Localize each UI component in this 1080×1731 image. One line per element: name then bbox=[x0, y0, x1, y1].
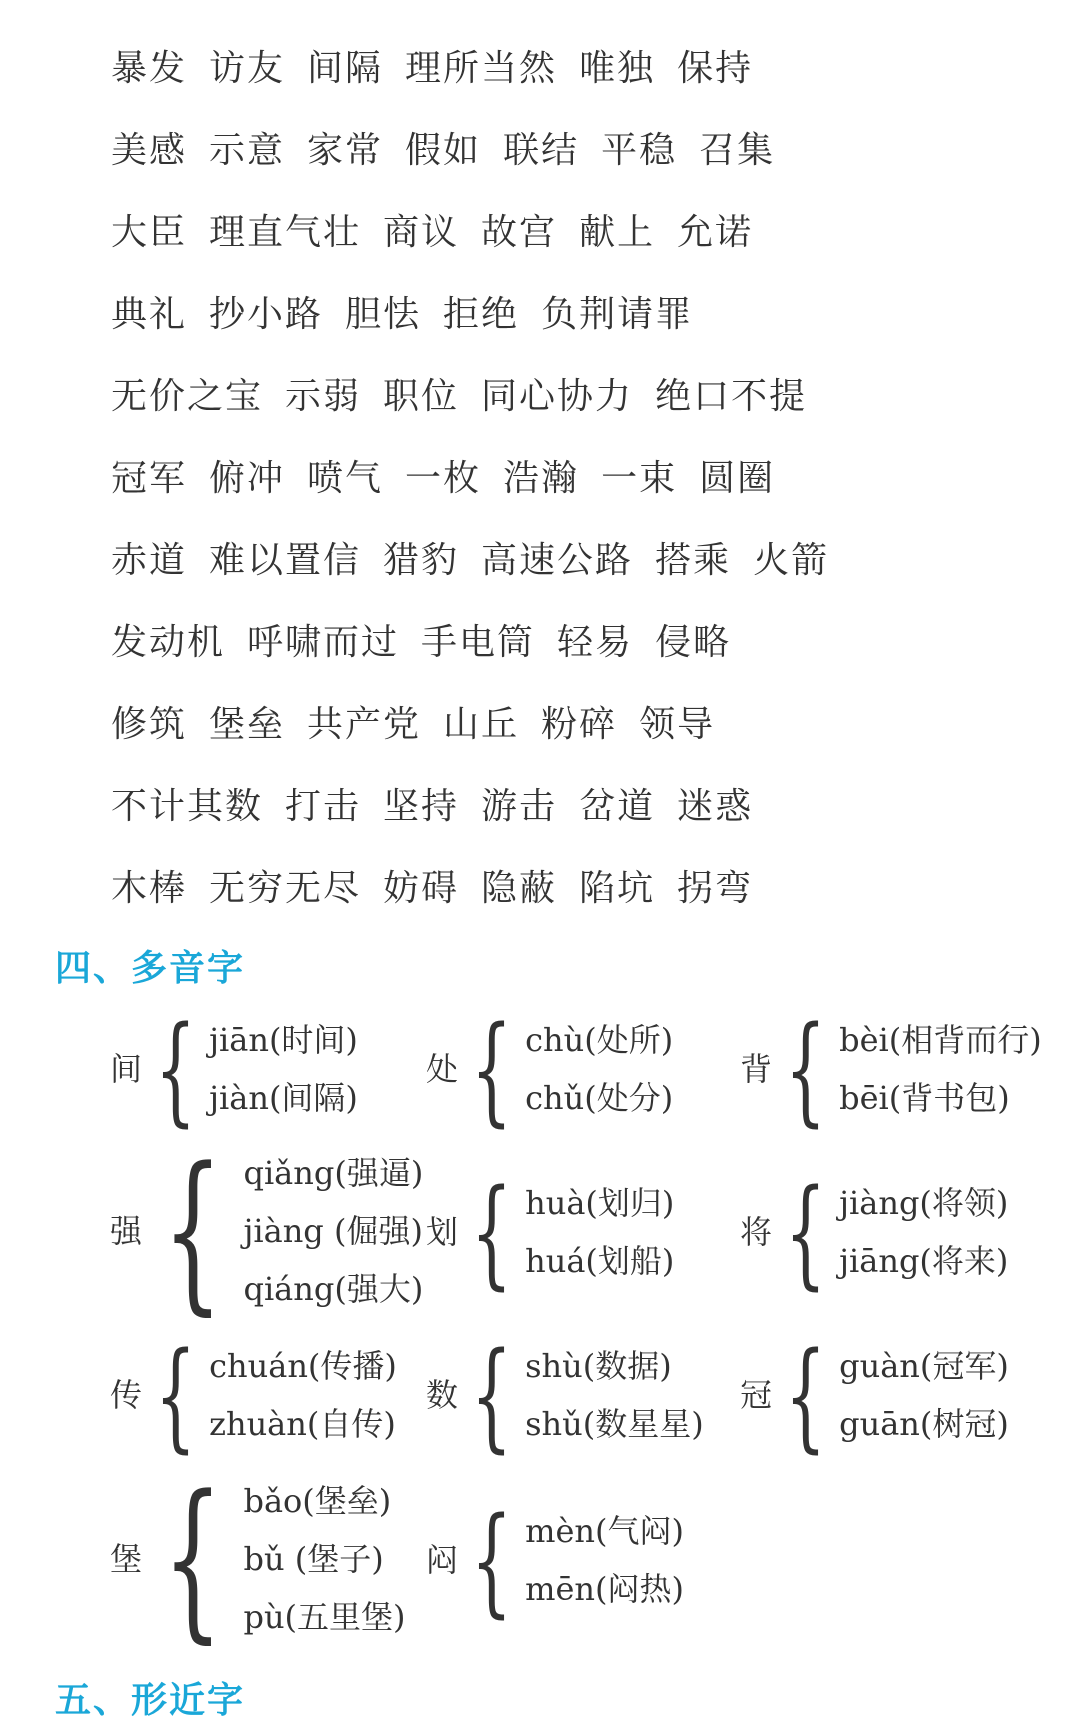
polyphone-reading: bǔ (堡子) bbox=[243, 1540, 384, 1578]
vocab-word: 间隔 bbox=[307, 48, 384, 89]
polyphone-entry bbox=[426, 1000, 674, 1138]
vocab-word: 职位 bbox=[383, 376, 460, 417]
vocab-word: 领导 bbox=[639, 704, 716, 745]
polyphone-entry bbox=[110, 1000, 358, 1138]
brace-icon: { bbox=[162, 1458, 223, 1659]
vocab-word: 献上 bbox=[579, 212, 656, 253]
vocab-word: 抄小路 bbox=[209, 294, 324, 335]
vocab-word: 轻易 bbox=[557, 622, 634, 663]
vocab-word: 典礼 bbox=[111, 294, 188, 335]
polyphone-char: 强 bbox=[110, 1212, 143, 1250]
polyphone-reading: chǔ(处分) bbox=[525, 1079, 674, 1117]
polyphone-char: 划 bbox=[426, 1213, 459, 1251]
polyphone-char: 闷 bbox=[426, 1541, 459, 1579]
vocab-word: 妨碍 bbox=[383, 868, 460, 909]
vocab-word: 访友 bbox=[209, 48, 286, 89]
polyphone-char: 将 bbox=[740, 1213, 773, 1251]
polyphone-reading: bēi(背书包) bbox=[839, 1079, 1010, 1117]
vocab-word: 手电筒 bbox=[421, 622, 536, 663]
vocab-word: 同心协力 bbox=[481, 376, 634, 417]
vocab-word: 一束 bbox=[601, 458, 678, 499]
vocab-word: 不计其数 bbox=[111, 786, 264, 827]
polyphone-reading: zhuàn(自传) bbox=[209, 1405, 396, 1443]
vocab-word: 呼啸而过 bbox=[247, 622, 400, 663]
polyphone-entry bbox=[110, 1458, 406, 1659]
vocab-word: 高速公路 bbox=[481, 540, 634, 581]
brace-icon: { bbox=[470, 1326, 513, 1464]
polyphone-reading: bèi(相背而行) bbox=[839, 1021, 1042, 1059]
section-heading-similar-characters: 五、形近字 bbox=[55, 1680, 246, 1721]
polyphone-reading: qiǎng(强逼) bbox=[243, 1154, 424, 1192]
vocab-word: 隐蔽 bbox=[481, 868, 558, 909]
vocab-word: 赤道 bbox=[111, 540, 188, 581]
polyphone-reading: pù(五里堡) bbox=[243, 1598, 406, 1636]
brace-icon: { bbox=[470, 1000, 513, 1138]
polyphone-reading: jiàng (倔强) bbox=[243, 1212, 423, 1250]
polyphone-entry bbox=[426, 1491, 684, 1629]
polyphone-char: 堡 bbox=[110, 1540, 143, 1578]
vocab-word: 唯独 bbox=[579, 48, 656, 89]
vocab-word: 圆圈 bbox=[699, 458, 776, 499]
vocab-word: 拒绝 bbox=[443, 294, 520, 335]
polyphone-reading: jiàng(将领) bbox=[839, 1184, 1009, 1222]
vocab-word: 难以置信 bbox=[209, 540, 362, 581]
polyphone-reading: mèn(气闷) bbox=[525, 1512, 684, 1550]
vocab-word: 允诺 bbox=[677, 212, 754, 253]
vocab-word: 平稳 bbox=[601, 130, 678, 171]
vocab-word: 发动机 bbox=[111, 622, 226, 663]
vocab-word: 故宫 bbox=[481, 212, 558, 253]
polyphone-reading: huà(划归) bbox=[525, 1184, 675, 1222]
vocab-word: 绝口不提 bbox=[655, 376, 808, 417]
vocab-word: 暴发 bbox=[111, 48, 188, 89]
polyphone-reading: jiān(时间) bbox=[209, 1021, 358, 1059]
vocab-word: 修筑 bbox=[111, 704, 188, 745]
vocab-word: 美感 bbox=[111, 130, 188, 171]
brace-icon: { bbox=[154, 1326, 197, 1464]
vocab-word: 侵略 bbox=[655, 622, 732, 663]
vocab-word: 迷惑 bbox=[677, 786, 754, 827]
vocab-word: 共产党 bbox=[307, 704, 422, 745]
vocab-word: 一枚 bbox=[405, 458, 482, 499]
vocab-word: 无穷无尽 bbox=[209, 868, 362, 909]
polyphone-entry bbox=[110, 1326, 397, 1464]
vocab-word: 冠军 bbox=[111, 458, 188, 499]
vocab-word: 火箭 bbox=[753, 540, 830, 581]
polyphone-entry bbox=[740, 1326, 1009, 1464]
vocab-word: 堡垒 bbox=[209, 704, 286, 745]
brace-icon: { bbox=[784, 1163, 827, 1301]
polyphone-reading: jiāng(将来) bbox=[839, 1242, 1009, 1280]
polyphone-reading: chuán(传播) bbox=[209, 1347, 397, 1385]
polyphone-reading: guàn(冠军) bbox=[839, 1347, 1009, 1385]
vocab-word: 拐弯 bbox=[677, 868, 754, 909]
brace-icon: { bbox=[784, 1326, 827, 1464]
vocab-word: 胆怯 bbox=[345, 294, 422, 335]
brace-icon: { bbox=[162, 1130, 223, 1331]
polyphone-char: 数 bbox=[426, 1376, 459, 1414]
vocab-word: 假如 bbox=[405, 130, 482, 171]
polyphone-char: 处 bbox=[426, 1050, 459, 1088]
vocab-word: 喷气 bbox=[307, 458, 384, 499]
vocab-word: 粉碎 bbox=[541, 704, 618, 745]
vocab-word: 联结 bbox=[503, 130, 580, 171]
polyphone-reading: chù(处所) bbox=[525, 1021, 674, 1059]
polyphone-entry bbox=[426, 1326, 704, 1464]
vocab-word: 负荆请罪 bbox=[541, 294, 694, 335]
polyphone-reading: jiàn(间隔) bbox=[209, 1079, 358, 1117]
polyphone-reading: guān(树冠) bbox=[839, 1405, 1009, 1443]
vocab-word: 商议 bbox=[383, 212, 460, 253]
vocab-word: 示意 bbox=[209, 130, 286, 171]
vocab-word: 召集 bbox=[699, 130, 776, 171]
polyphone-char: 间 bbox=[110, 1050, 143, 1088]
polyphone-reading: shù(数据) bbox=[525, 1347, 672, 1385]
polyphone-reading: bǎo(堡垒) bbox=[243, 1482, 392, 1520]
vocab-word: 木棒 bbox=[111, 868, 188, 909]
vocab-word: 打击 bbox=[285, 786, 362, 827]
vocab-word: 家常 bbox=[307, 130, 384, 171]
polyphone-reading: qiáng(强大) bbox=[243, 1270, 424, 1308]
polyphone-reading: mēn(闷热) bbox=[525, 1570, 684, 1608]
brace-icon: { bbox=[470, 1163, 513, 1301]
brace-icon: { bbox=[154, 1000, 197, 1138]
vocab-word: 陷坑 bbox=[579, 868, 656, 909]
vocab-word: 山丘 bbox=[443, 704, 520, 745]
polyphone-entry bbox=[110, 1130, 424, 1331]
vocab-word: 坚持 bbox=[383, 786, 460, 827]
polyphone-entry bbox=[426, 1163, 675, 1301]
vocab-word: 理直气壮 bbox=[209, 212, 362, 253]
polyphone-char: 冠 bbox=[740, 1376, 773, 1414]
brace-icon: { bbox=[470, 1491, 513, 1629]
polyphone-entry bbox=[740, 1163, 1009, 1301]
brace-icon: { bbox=[784, 1000, 827, 1138]
polyphone-reading: huá(划船) bbox=[525, 1242, 675, 1280]
polyphone-reading: shǔ(数星星) bbox=[525, 1405, 704, 1443]
vocab-word: 猎豹 bbox=[383, 540, 460, 581]
vocab-word: 示弱 bbox=[285, 376, 362, 417]
section-heading-polyphones: 四、多音字 bbox=[55, 948, 246, 989]
vocab-word: 俯冲 bbox=[209, 458, 286, 499]
polyphone-entry bbox=[740, 1000, 1042, 1138]
polyphone-char: 背 bbox=[740, 1050, 773, 1088]
vocab-word: 游击 bbox=[481, 786, 558, 827]
vocab-word: 无价之宝 bbox=[111, 376, 264, 417]
vocab-word: 理所当然 bbox=[405, 48, 558, 89]
vocab-word: 保持 bbox=[677, 48, 754, 89]
vocab-word: 搭乘 bbox=[655, 540, 732, 581]
vocab-word: 浩瀚 bbox=[503, 458, 580, 499]
vocab-word: 岔道 bbox=[579, 786, 656, 827]
vocab-word: 大臣 bbox=[111, 212, 188, 253]
polyphone-char: 传 bbox=[110, 1376, 143, 1414]
